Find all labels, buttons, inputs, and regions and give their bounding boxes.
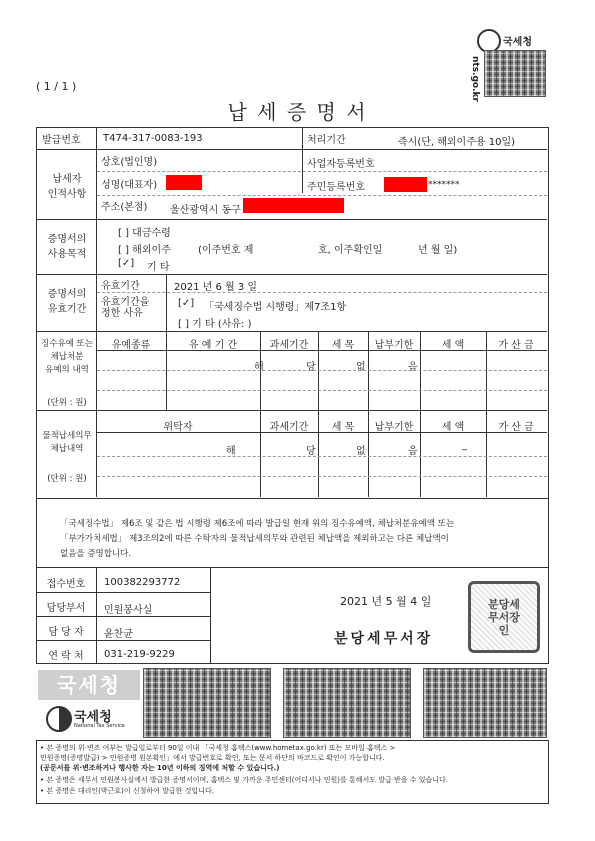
company-name-label: 상호(법인명): [101, 157, 158, 168]
nts-watermark: 국세청: [38, 670, 140, 700]
consignment-none-4: 음: [408, 446, 418, 457]
emigration-date-text: 호, 이주확인일: [318, 245, 383, 256]
dept-label: 담당부서: [46, 603, 86, 614]
emigration-date-fields: 년 월 일): [418, 245, 458, 256]
consignment-none-1: 해: [226, 446, 236, 457]
receipt-no: 100382293772: [104, 577, 181, 588]
taegeuk-emblem-icon: [46, 706, 72, 732]
purpose-option-payment: [ ] 대금수령: [118, 228, 171, 239]
nts-footer-sub: National Tax Service: [74, 723, 125, 729]
consignment-col-surcharge: 가 산 금: [498, 422, 534, 433]
consignment-col-trustor: 위탁자: [163, 422, 193, 433]
seal-text: 분당세무서장인: [488, 597, 520, 637]
processing-period: 즉시(단, 해외이주용 10일): [398, 137, 516, 148]
contact-phone: 031-219-9229: [104, 649, 175, 660]
official-seal: [468, 581, 540, 653]
deferral-col-tax-period: 과세기간: [269, 340, 309, 351]
reason2-text: [ ] 기 타 (사유: ): [178, 319, 252, 330]
period-label: 처리기간: [307, 135, 346, 146]
rrn-masked: *******: [428, 180, 460, 190]
consignment-section-label: 물적납세의무 체납내역: [42, 431, 92, 454]
redacted-rrn: [384, 177, 427, 192]
validity-reason-label: 유효기간을 정한 사유: [101, 297, 150, 319]
address-label: 주소(본점): [101, 202, 148, 213]
taxpayer-section-label: 납세자 인적사항: [47, 174, 87, 200]
note-5: • 본 증명은 대리인(박근호)이 신청하여 발급한 것입니다.: [40, 787, 214, 795]
biz-reg-no-label: 사업자등록번호: [307, 159, 375, 170]
consignment-col-tax-period: 과세기간: [269, 422, 309, 433]
header-2d-barcode: [484, 50, 546, 97]
purpose-section-label: 증명서의 사용목적: [47, 234, 87, 260]
consignment-col-tax-item: 세 목: [331, 422, 355, 433]
person-in-charge: 윤찬균: [104, 629, 133, 640]
deferral-col-tax-item: 세 목: [331, 340, 355, 351]
issuing-office: 분당세무서장: [334, 631, 434, 647]
reason1-checkbox: [✓]: [178, 298, 195, 309]
note-1: • 본 증명의 위·변조 여부는 발급일로부터 90일 이내 「국세청 홈택스(www.hometax.go.kr) 또는 모바일 홈택스 >: [40, 744, 396, 752]
deferral-none-1: 해: [254, 362, 264, 373]
consignment-unit: (단위 : 원): [47, 474, 87, 484]
validity-section-label: 증명서의 유효기간: [47, 289, 87, 315]
consignment-col-amount: 세 액: [441, 422, 465, 433]
valid-until-date: 2021 년 6 월 3 일: [174, 282, 258, 293]
nts-site-url: nts.go.kr: [470, 56, 480, 102]
nts-footer-name: 국세청: [74, 710, 112, 725]
receipt-no-label: 접수번호: [46, 579, 86, 590]
consignment-none-2: 당: [306, 446, 316, 457]
statement-line-3: 없음을 증명합니다.: [60, 549, 132, 559]
deferral-col-amount: 세 액: [441, 340, 465, 351]
consignment-col-due: 납부기한: [374, 422, 414, 433]
rrn-label: 주민등록번호: [307, 182, 365, 193]
valid-until-label: 유효기간: [101, 281, 140, 292]
deferral-none-2: 당: [306, 362, 316, 373]
purpose-checkbox-other: [✓]: [118, 258, 135, 269]
dept: 민원봉사실: [104, 605, 153, 616]
purpose-option-emigration: [ ] 해외이주: [118, 245, 171, 256]
emigration-no-text: (이주번호 제: [198, 245, 254, 256]
contact-label: 연 락 처: [48, 651, 84, 662]
reason1-text: 「국세징수법 시행령」제7조1항: [204, 302, 347, 313]
consignment-dash: _: [462, 440, 467, 451]
verification-barcode-2: [283, 668, 411, 738]
consignment-none-3: 없: [356, 446, 366, 457]
page-indicator: ( 1 / 1 ): [36, 80, 77, 93]
redacted-representative-name: [166, 175, 202, 190]
redacted-address: [243, 198, 344, 213]
deferral-col-surcharge: 가 산 금: [498, 340, 534, 351]
nts-header-logo: 국세청: [503, 37, 532, 48]
verification-barcode-1: [143, 668, 271, 738]
deferral-section-label: 징수유예 또는 체납처분 유예의 내역: [41, 339, 93, 375]
deferral-col-period: 유 예 기 간: [188, 340, 238, 351]
statement-line-2: 「부가가치세법」 제3조의2에 따른 수탁자의 물적납세의무와 관련된 체납액을 제외하고는 다른 체납액이: [60, 534, 449, 544]
verification-barcode-3: [423, 668, 547, 738]
deferral-col-type: 유예종류: [111, 340, 151, 351]
address-prefix: 울산광역시 동구: [170, 205, 241, 216]
note-4: • 본 증명은 세무서 민원봉사실에서 발급한 증명서이며, 홈택스 및 가까운 주민센터(어디서나 민원)를 통해서도 발급 받을 수 있습니다.: [40, 776, 449, 784]
issue-no-label: 발급번호: [42, 135, 81, 146]
deferral-none-3: 없: [356, 362, 366, 373]
issue-date: 2021 년 5 월 4 일: [340, 595, 432, 608]
deferral-none-4: 음: [408, 362, 418, 373]
document-title: 납 세 증 명 서: [227, 100, 368, 124]
deferral-unit: (단위 : 원): [47, 398, 87, 408]
person-label: 담 당 자: [48, 627, 84, 638]
note-2: 민원증명(증명발급) > 민원증명 원본확인」에서 발급번호로 확인, 또는 문서 하단의 바코드로 확인이 가능합니다.: [40, 754, 385, 762]
deferral-col-due: 납부기한: [374, 340, 414, 351]
note-3: (공문서를 위·변조하거나 행사한 자는 10년 이하의 징역에 처할 수 있습니다.): [40, 764, 280, 772]
representative-label: 성명(대표자): [101, 180, 158, 191]
issue-no: T474-317-0083-193: [103, 133, 203, 144]
purpose-option-other: 기 타: [147, 262, 170, 273]
statement-line-1: 「국세징수법」 제6조 및 같은 법 시행령 제6조에 따라 발급일 현재 위의 징수유예액, 체납처분유예액 또는: [60, 519, 455, 529]
